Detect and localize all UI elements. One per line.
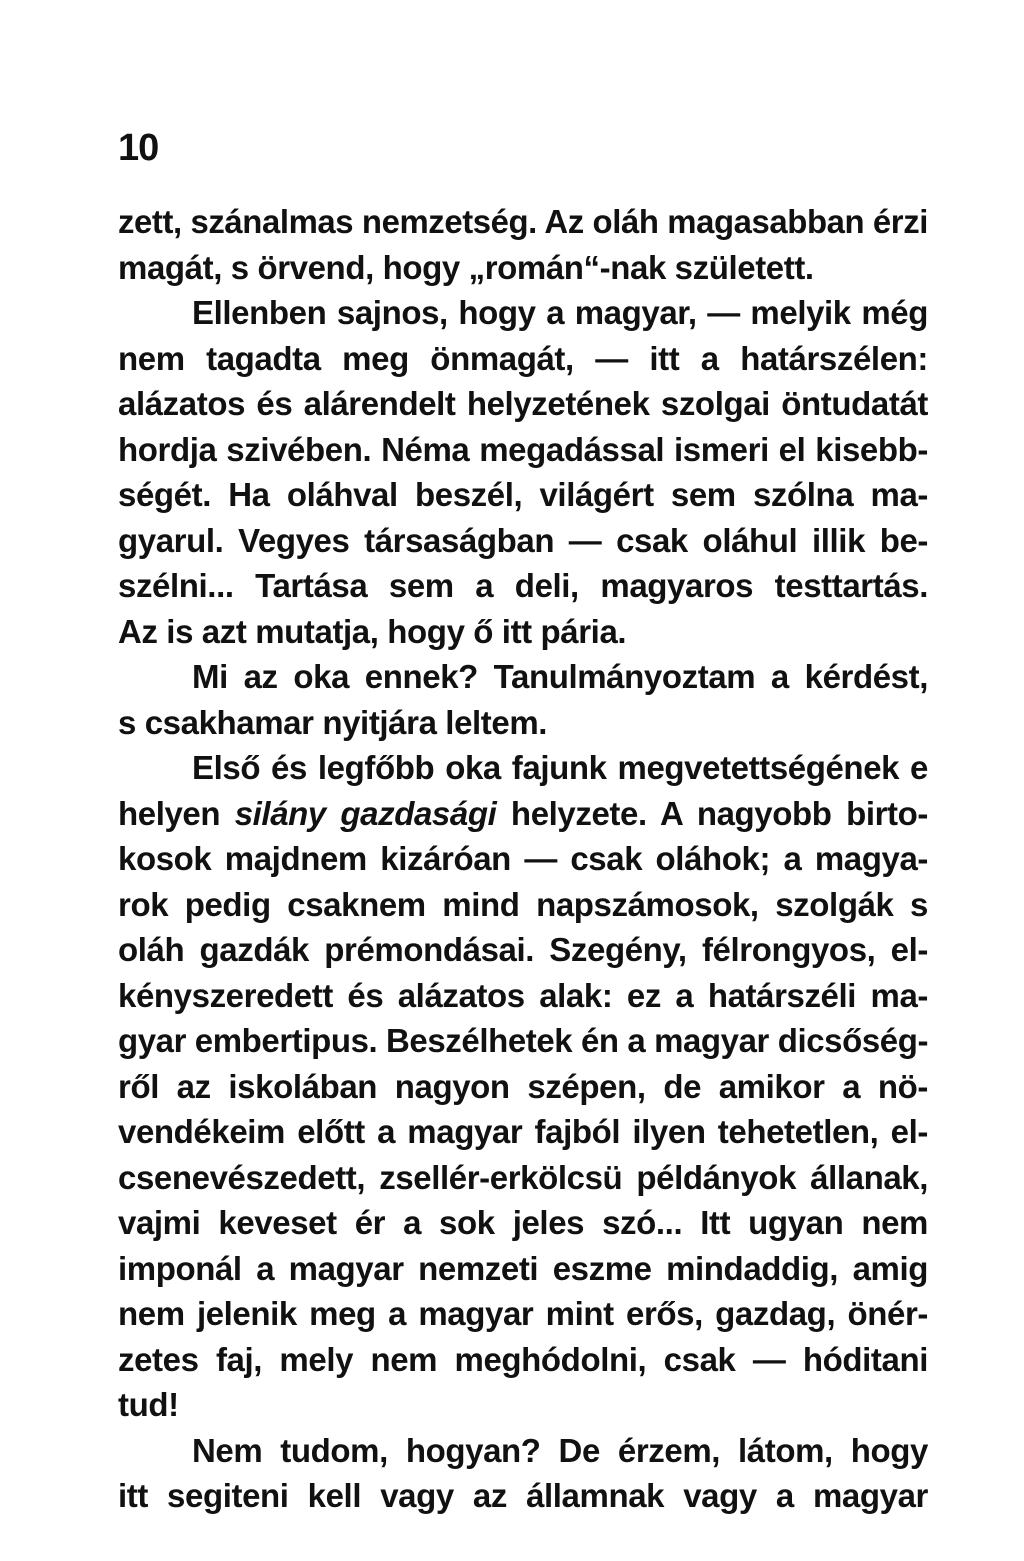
text-line: itt segiteni kell vagy az államnak vagy a magyar — [118, 1477, 928, 1514]
text-line: Az is azt mutatja, hogy ő itt pária. — [118, 612, 627, 650]
italic-phrase: silány gazdasági — [234, 794, 497, 832]
text-line: nem tagadta meg önmagát, — itt a határszélen: — [118, 339, 928, 377]
body-text — [118, 199, 928, 1519]
text-line: nem jelenik meg a magyar mint erős, gazdag, önér- — [118, 1295, 928, 1332]
text-line: kosok majdnem kizáróan — csak oláhok; a magya- — [118, 840, 928, 877]
text-line: rok pedig csaknem mind napszámosok, szolgák s — [118, 885, 928, 923]
text-line: Nem tudom, hogyan? De érzem, látom, hogy — [192, 1431, 928, 1469]
text-line: oláh gazdák prémondásai. Szegény, félrongyos, el- — [118, 931, 928, 968]
text-line: vendékeim előtt a magyar fajból ilyen tehetetlen, el- — [118, 1113, 928, 1150]
text-line: Első és legfőbb oka fajunk megvetettségének e — [192, 749, 928, 786]
text-line: szélni... Tartása sem a deli, magyaros testtartás. — [118, 567, 928, 604]
text-line: alázatos és alárendelt helyzetének szolgai öntudatát — [118, 385, 928, 422]
text-line: gyarul. Vegyes társaságban — csak oláhul illik be- — [118, 521, 928, 559]
text-segment: helyen — [118, 794, 235, 832]
text-line: tud! — [118, 1386, 179, 1423]
page-number: 10 — [118, 127, 159, 169]
text-line: s csakhamar nyitjára leltem. — [118, 703, 548, 741]
text-line: Ellenben sajnos, hogy a magyar, — melyik még — [192, 294, 928, 331]
text-line: magát, s örvend, hogy „román“-nak született. — [118, 248, 814, 286]
text-line: vajmi keveset ér a sok jeles szó... Itt ugyan nem — [118, 1204, 928, 1241]
text-line: kényszeredett és alázatos alak: ez a határszéli ma- — [118, 976, 928, 1014]
text-line: zett, szánalmas nemzetség. Az oláh magasabban érzi — [118, 203, 928, 240]
text-line: gyar embertipus. Beszélhetek én a magyar dicsőség- — [118, 1022, 929, 1059]
text-line: ségét. Ha oláhval beszél, világért sem szólna ma- — [118, 476, 928, 513]
text-line — [118, 791, 928, 837]
text-line: imponál a magyar nemzeti eszme mindaddig, amig — [118, 1249, 928, 1287]
text-line: csenevészedett, zsellér-erkölcsü példányok állanak, — [118, 1158, 928, 1196]
text-line: zetes faj, mely nem meghódolni, csak — hóditani — [118, 1340, 928, 1378]
text-line: hordja szivében. Néma megadással ismeri el kisebb- — [118, 430, 928, 468]
text-line: Mi az oka ennek? Tanulmányoztam a kérdést, — [192, 658, 928, 695]
text-segment: helyzete. A nagyobb birto- — [496, 794, 928, 832]
text-line: ről az iskolában nagyon szépen, de amikor a nö- — [118, 1067, 928, 1105]
